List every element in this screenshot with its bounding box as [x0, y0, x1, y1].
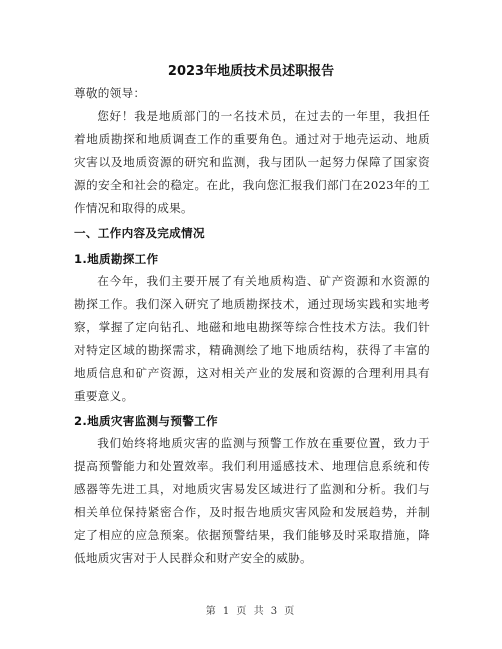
- page-number: 第 1 页 共 3 页: [205, 606, 297, 617]
- section-heading-work-content: 一、工作内容及完成情况: [74, 226, 205, 240]
- subsection-heading-hazard-monitoring: 2.地质灾害监测与预警工作: [74, 414, 218, 428]
- page-title: 2023年地质技术员述职报告: [167, 64, 335, 79]
- intro-paragraph: 您好！我是地质部门的一名技术员，在过去的一年里，我担任着地质勘探和地质调查工作的重要角色。通过对于地壳运动、地质灾害以及地质资源的研究和监测，我与团队一起努力保障了国家资源的安全和社会的稳定。在此，我向您汇报我们部门在2023年的工作情况和取得的成果。: [74, 109, 430, 215]
- exploration-paragraph: 在今年，我们主要开展了有关地质构造、矿产资源和水资源的勘探工作。我们深入研究了地质勘探技术，通过现场实践和实地考察，掌握了定向钻孔、地磁和地电勘探等综合性技术方法。我们针对特定区域的勘探需求，精确测绘了地下地质结构，获得了丰富的地质信息和矿产资源，这对相关产业的发展和资源的合理利用具有重要意义。: [74, 274, 430, 403]
- subsection-heading-exploration: 1.地质勘探工作: [74, 252, 159, 266]
- document-body: [74, 82, 430, 570]
- hazard-monitoring-paragraph: 我们始终将地质灾害的监测与预警工作放在重要位置，致力于提高预警能力和处置效率。我们利用遥感技术、地理信息系统和传感器等先进工具，对地质灾害易发区域进行了监测和分析。我们与相关单位保持紧密合作，及时报告地质灾害风险和发展趋势，并制定了相应的应急预案。依据预警结果，我们能够及时采取措施，降低地质灾害对于人民群众和财产安全的威胁。: [74, 436, 430, 565]
- salutation: 尊敬的领导：: [74, 86, 146, 100]
